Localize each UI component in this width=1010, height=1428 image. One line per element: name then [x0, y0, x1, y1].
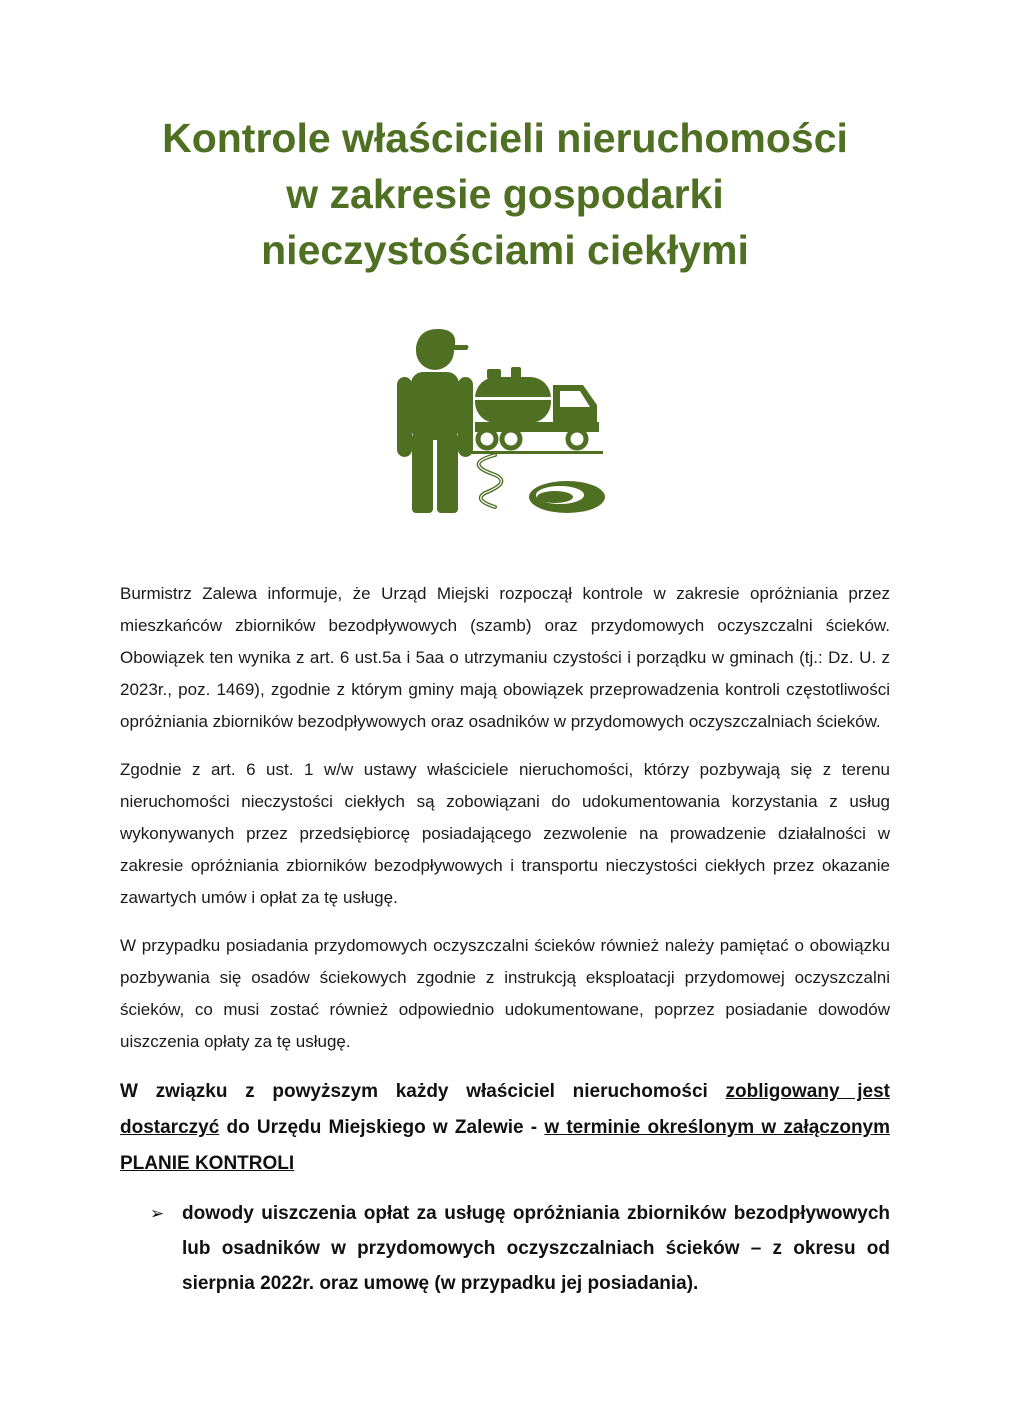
page-title — [90, 110, 920, 278]
title-line-2: w zakresie gospodarki — [286, 171, 724, 217]
notice-underlined-obligation: zobligowany jest dostarczyć — [120, 1081, 890, 1138]
worker-septic-truck-icon — [395, 325, 607, 517]
notice-text: W związku z powyższym każdy właściciel nieruchomości — [120, 1081, 726, 1102]
list-item — [150, 1196, 890, 1301]
bullet-text: dowody uiszczenia opłat za usługę opróżniania zbiorników bezodpływowych lub osadników w przydomowych oczyszczalniach ścieków – z okresu od sierpnia 2022r. oraz umowę (w przypadku jej posiadania). — [182, 1203, 890, 1294]
notice-text-office: do Urzędu Miejskiego w Zalewie - — [219, 1117, 545, 1138]
notice-underlined-deadline: w terminie określonym w załączonym PLANIE KONTROLI — [120, 1117, 891, 1174]
paragraph-1: Burmistrz Zalewa informuje, że Urząd Miejski rozpoczął kontrole w zakresie opróżniania przez mieszkańców zbiorników bezodpływowych (szamb) oraz przydomowych oczyszczalni ścieków. Obowiązek ten wynika z art. 6 ust.5a i 5aa o utrzymaniu czystości i porządku w gminach (tj.: Dz. U. z 2023r., poz. 1469), zgodnie z którym gminy mają obowiązek przeprowadzenia kontroli częstotliwości opróżniania zbiorników bezodpływowych oraz osadników w przydomowych oczyszczalniach ścieków. — [120, 584, 890, 731]
title-line-3: nieczystościami ciekłymi — [261, 227, 749, 273]
arrow-bullet-icon: ➢ — [150, 1204, 165, 1223]
notice-paragraph — [120, 1074, 890, 1182]
document-body — [120, 578, 890, 1301]
paragraph-2: Zgodnie z art. 6 ust. 1 w/w ustawy właściciele nieruchomości, którzy pozbywają się z terenu nieruchomości nieczystości ciekłych są zobowiązani do udokumentowania korzystania z usług wykonywanych przez przedsiębiorcę posiadającego zezwolenie na prowadzenie działalności w zakresie opróżniania zbiorników bezodpływowych i transportu nieczystości ciekłych przez okazanie zawartych umów i opłat za tę usługę. — [120, 760, 890, 907]
title-line-1: Kontrole właścicieli nieruchomości — [162, 115, 848, 161]
paragraph-3: W przypadku posiadania przydomowych oczyszczalni ścieków również należy pamiętać o obowiązku pozbywania się osadów ściekowych zgodnie z instrukcją eksploatacji przydomowej oczyszczalni ścieków, co musi zostać również odpowiednio udokumentowane, poprzez posiadanie dowodów uiszczenia opłaty za tę usługę. — [120, 936, 890, 1051]
